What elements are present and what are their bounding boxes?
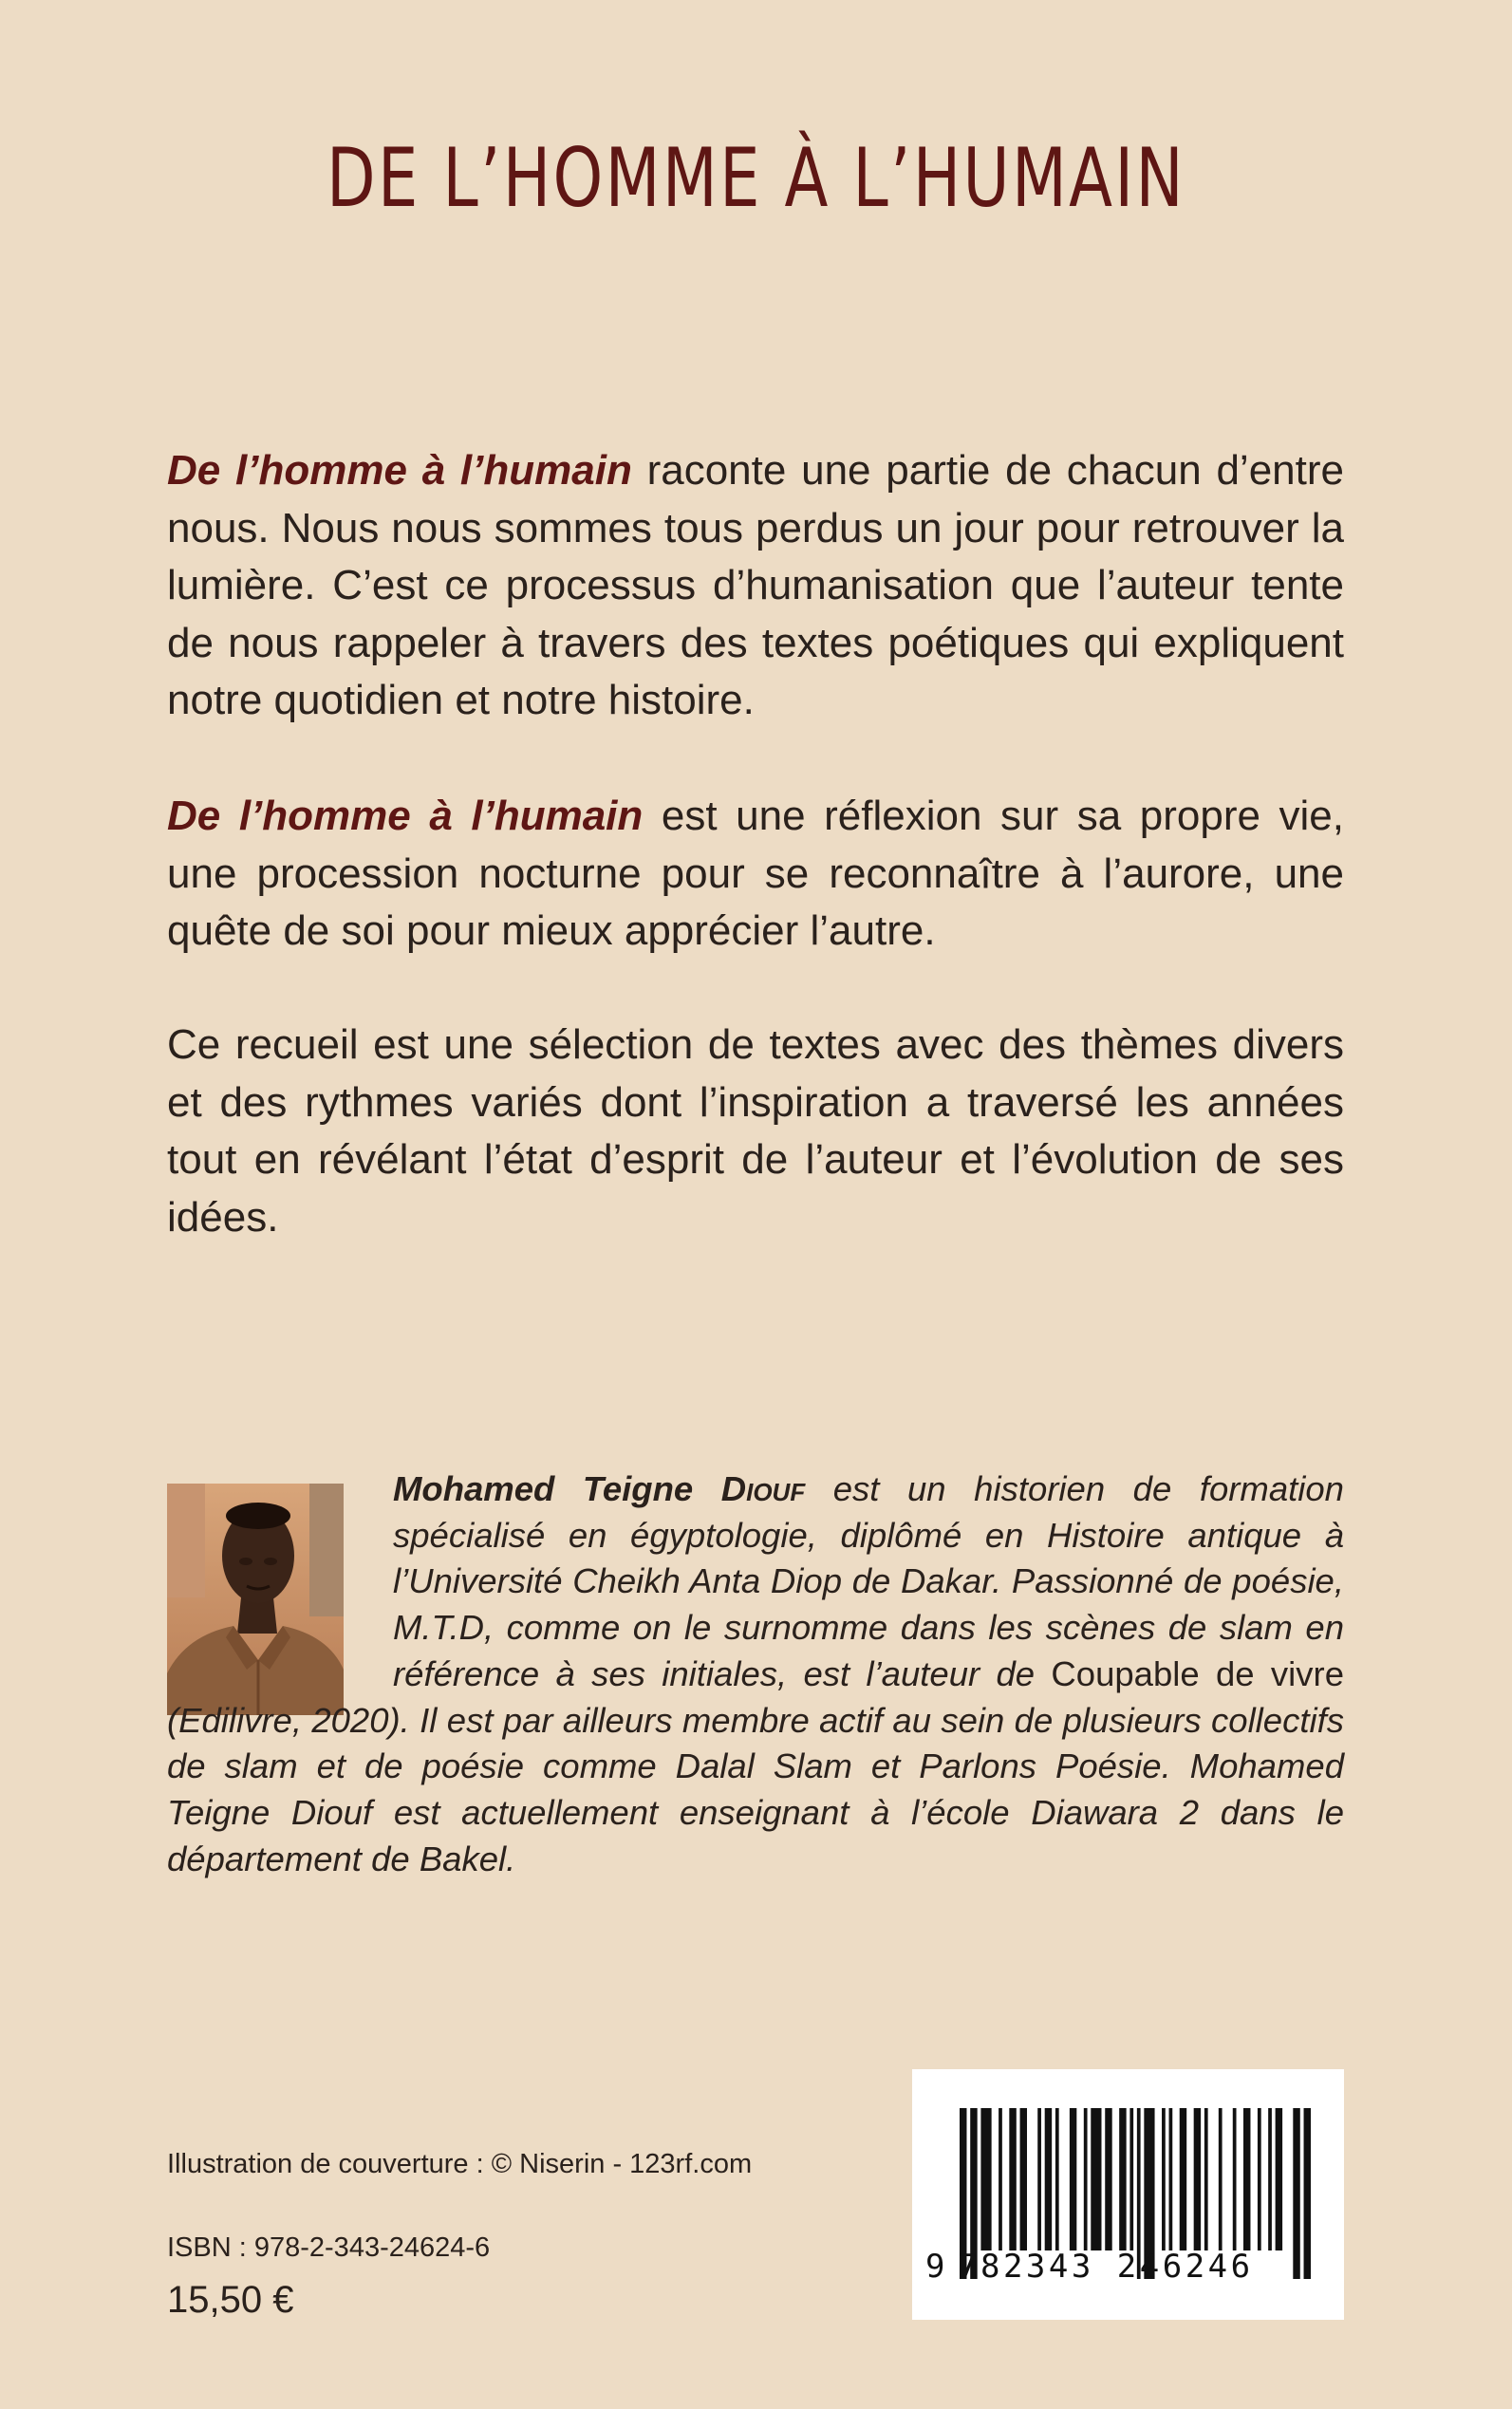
barcode [912,2069,1344,2320]
blurb-text: Ce recueil est une sélection de textes avec des thèmes divers et des rythmes variés dont l’inspiration a traversé les années tout en révélant l’état d’esprit de l’auteur et l’évolution de ses idées. [167,1021,1344,1241]
blurb-paragraph-3 [167,1017,1344,1246]
barcode-bar [1180,2108,1186,2250]
barcode-bar [1070,2108,1076,2250]
barcode-bar [1169,2108,1173,2250]
blurb-paragraph-2 [167,788,1344,961]
barcode-bar [1119,2108,1126,2250]
barcode-bar [1009,2108,1016,2250]
barcode-bar [1091,2108,1101,2250]
barcode-digits: 782343 246246 [958,2248,1254,2286]
barcode-bar [1037,2108,1041,2250]
isbn: ISBN : 978-2-343-24624-6 [167,2232,491,2263]
title-emphasis: De l’homme à l’humain [167,447,632,494]
price: 15,50 € [167,2279,294,2321]
bio-text-part-2: (Edilivre, 2020). Il est par ailleurs membre actif au sein de plusieurs collectifs de slam et de poésie comme Dalal Slam et Parlons Poésie. Mohamed Teigne Diouf est actuellement enseignant à l’école Diawara 2 dans le département de Bakel. [167,1700,1344,1878]
barcode-bar [1045,2108,1052,2250]
barcode-bar [1162,2108,1166,2250]
barcode-bar [1194,2108,1201,2250]
barcode-bar [999,2108,1002,2250]
barcode-bar [1129,2108,1133,2250]
blurb-text: est une réflexion sur sa propre vie, une procession nocturne pour se reconnaître à l’aurore, une quête de soi pour mieux apprécier l’autre. [167,793,1344,954]
book-title: DE L’HOMME À L’HUMAIN [326,131,1186,226]
barcode-bar [1020,2108,1027,2250]
barcode-bar [1105,2108,1111,2250]
author-surname: Diouf [720,1469,806,1508]
barcode-bar [1243,2108,1250,2250]
previous-book-title: Coupable de vivre [1051,1653,1344,1693]
barcode-bar [1268,2108,1272,2250]
blurb-text: raconte une partie de chacun d’entre nous. Nous nous sommes tous perdus un jour pour retrouver la lumière. C’est ce processus d’humanisation que l’auteur tente de nous rappeler à travers des textes poétiques qui expliquent notre quotidien et notre histoire. [167,447,1344,723]
illustration-credit: Illustration de couverture : © Niserin - 123rf.com [167,2149,753,2179]
barcode-lead-digit: 9 [925,2248,945,2286]
barcode-bar [1204,2108,1208,2250]
blurb-paragraph-1 [167,442,1344,730]
barcode-bar [980,2108,991,2250]
barcode-bar [1258,2108,1261,2250]
title-emphasis: De l’homme à l’humain [167,793,644,839]
barcode-bar [1055,2108,1059,2250]
barcode-bar [1219,2108,1223,2250]
barcode-bar [1233,2108,1237,2250]
author-bio [167,1466,1344,1882]
author-name [393,1469,805,1508]
barcode-bar [1084,2108,1088,2250]
bio-text-part-1: est un historien de formation spécialisé en égyptologie, diplômé en Histoire antique à l’Université Cheikh Anta Diop de Dakar. Passionné de poésie, M.T.D, comme on le surnomme dans les scènes de slam en référence à ses initiales, est l’auteur de [393,1469,1344,1693]
barcode-bar [1276,2108,1282,2250]
author-first-names: Mohamed Teigne [393,1469,694,1508]
